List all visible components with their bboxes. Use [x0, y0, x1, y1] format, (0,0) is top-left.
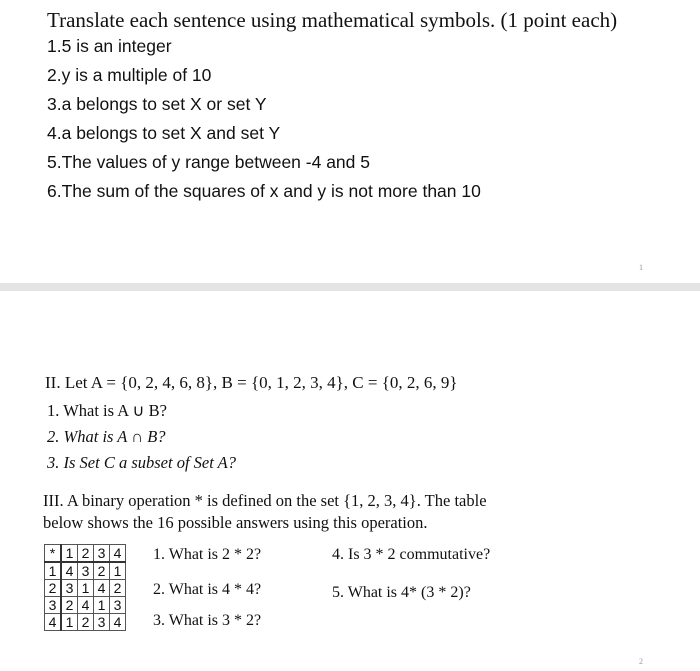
worksheet-page-2 — [0, 291, 700, 671]
worksheet-page-1 — [0, 0, 700, 283]
table-cell: 3 — [110, 597, 126, 614]
table-row — [45, 614, 126, 631]
page-number-1: 1 — [639, 263, 643, 272]
table-cell: 4 — [110, 614, 126, 631]
table-cell: 1 — [110, 562, 126, 580]
binary-operation-table — [44, 544, 126, 631]
table-cell: 2 — [78, 614, 94, 631]
section-3-intro-line-1: III. A binary operation * is defined on the set {1, 2, 3, 4}. The table — [43, 491, 487, 510]
table-row — [45, 580, 126, 597]
section-2-question-3: 3. Is Set C a subset of Set A? — [47, 453, 236, 472]
table-cell: 1 — [45, 562, 62, 580]
question-1-3: 3.a belongs to set X or set Y — [47, 94, 267, 114]
table-row — [45, 562, 126, 580]
table-cell: 4 — [61, 562, 78, 580]
table-cell: 2 — [94, 562, 110, 580]
table-cell: 3 — [61, 580, 78, 597]
section-3-question-1: 1. What is 2 * 2? — [153, 546, 262, 563]
section-3-question-5: 5. What is 4* (3 * 2)? — [332, 584, 471, 601]
section-3-intro-line-2: below shows the 16 possible answers using this operation. — [43, 513, 428, 532]
table-cell: 1 — [61, 614, 78, 631]
question-1-5: 5.The values of y range between -4 and 5 — [47, 152, 370, 172]
question-1-4: 4.a belongs to set X and set Y — [47, 123, 281, 143]
table-cell: 3 — [94, 545, 110, 563]
table-cell: 2 — [45, 580, 62, 597]
page-number-2: 2 — [639, 657, 643, 666]
page-title: Translate each sentence using mathematical symbols. (1 point each) — [47, 8, 618, 32]
section-3-question-4: 4. Is 3 * 2 commutative? — [332, 546, 491, 563]
table-cell: 3 — [78, 562, 94, 580]
section-3-question-2: 2. What is 4 * 4? — [153, 581, 262, 598]
table-cell: 4 — [110, 545, 126, 563]
table-row — [45, 597, 126, 614]
table-cell: 2 — [110, 580, 126, 597]
table-cell: 3 — [94, 614, 110, 631]
question-1-1: 1.5 is an integer — [47, 36, 172, 56]
section-2-heading: II. Let A = {0, 2, 4, 6, 8}, B = {0, 1, 2, 3, 4}, C = {0, 2, 6, 9} — [45, 373, 458, 392]
table-cell: 2 — [78, 545, 94, 563]
section-3-question-3: 3. What is 3 * 2? — [153, 612, 262, 629]
section-2-question-1: 1. What is A ∪ B? — [47, 401, 167, 420]
table-cell: 2 — [61, 597, 78, 614]
table-cell: 1 — [94, 597, 110, 614]
table-cell: 3 — [45, 597, 62, 614]
question-1-2: 2.y is a multiple of 10 — [47, 65, 212, 85]
section-2-question-2: 2. What is A ∩ B? — [47, 427, 166, 446]
table-row — [45, 545, 126, 563]
table-cell: 1 — [61, 545, 78, 563]
question-1-6: 6.The sum of the squares of x and y is not more than 10 — [47, 181, 481, 201]
table-cell: 4 — [94, 580, 110, 597]
table-cell: * — [45, 545, 62, 563]
table-cell: 4 — [78, 597, 94, 614]
table-cell: 4 — [45, 614, 62, 631]
table-cell: 1 — [78, 580, 94, 597]
